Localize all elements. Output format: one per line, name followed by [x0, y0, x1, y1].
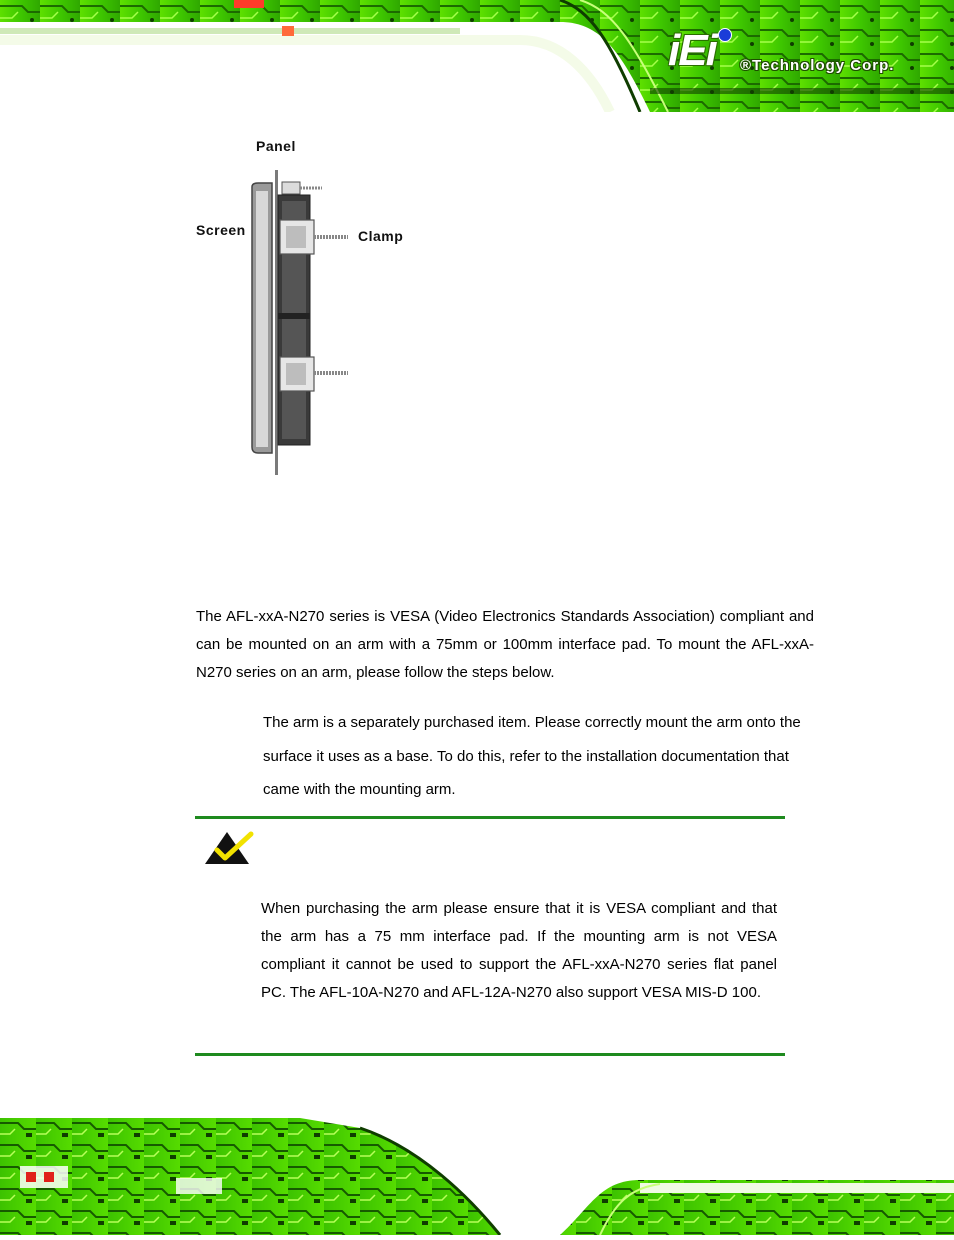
label-screen: Screen: [196, 222, 246, 238]
note-bottom-rule: [195, 1053, 785, 1056]
checkmark-note-icon: [203, 828, 255, 866]
circuit-board-footer-image: [0, 1118, 954, 1235]
logo-dot-icon: [718, 28, 732, 42]
label-clamp: Clamp: [358, 228, 404, 244]
note-text: When purchasing the arm please ensure that it is VESA compliant and that the arm has a 75 mm interface pad. If the mounting arm is not VESA compliant it cannot be used to support the AFL-xxA-N270 series flat panel PC. The AFL-10A-N270 and AFL-12A-N270 also support VESA MIS-D 100.: [261, 900, 777, 1001]
note-top-rule: [195, 816, 785, 819]
step-paragraph: The arm is a separately purchased item. Please correctly mount the arm onto the surface it uses as a base. To do this, refer to the installation documentation that came with the mounting arm.: [263, 714, 801, 798]
logo-tagline: ®Technology Corp.: [740, 57, 895, 74]
logo-letters: iEi: [668, 26, 716, 75]
panel-mount-figure: [190, 135, 420, 480]
header-banner: [0, 0, 954, 112]
intro-paragraph: The AFL-xxA-N270 series is VESA (Video Electronics Standards Association) compliant and can be mounted on an arm with a 75mm or 100mm interface pad. To mount the AFL-xxA-N270 series on an arm, please follow the steps below.: [196, 608, 814, 681]
panel-side-view-illustration: [190, 135, 420, 480]
footer-banner: [0, 1118, 954, 1235]
label-panel: Panel: [256, 138, 296, 154]
company-logo: [668, 26, 928, 82]
